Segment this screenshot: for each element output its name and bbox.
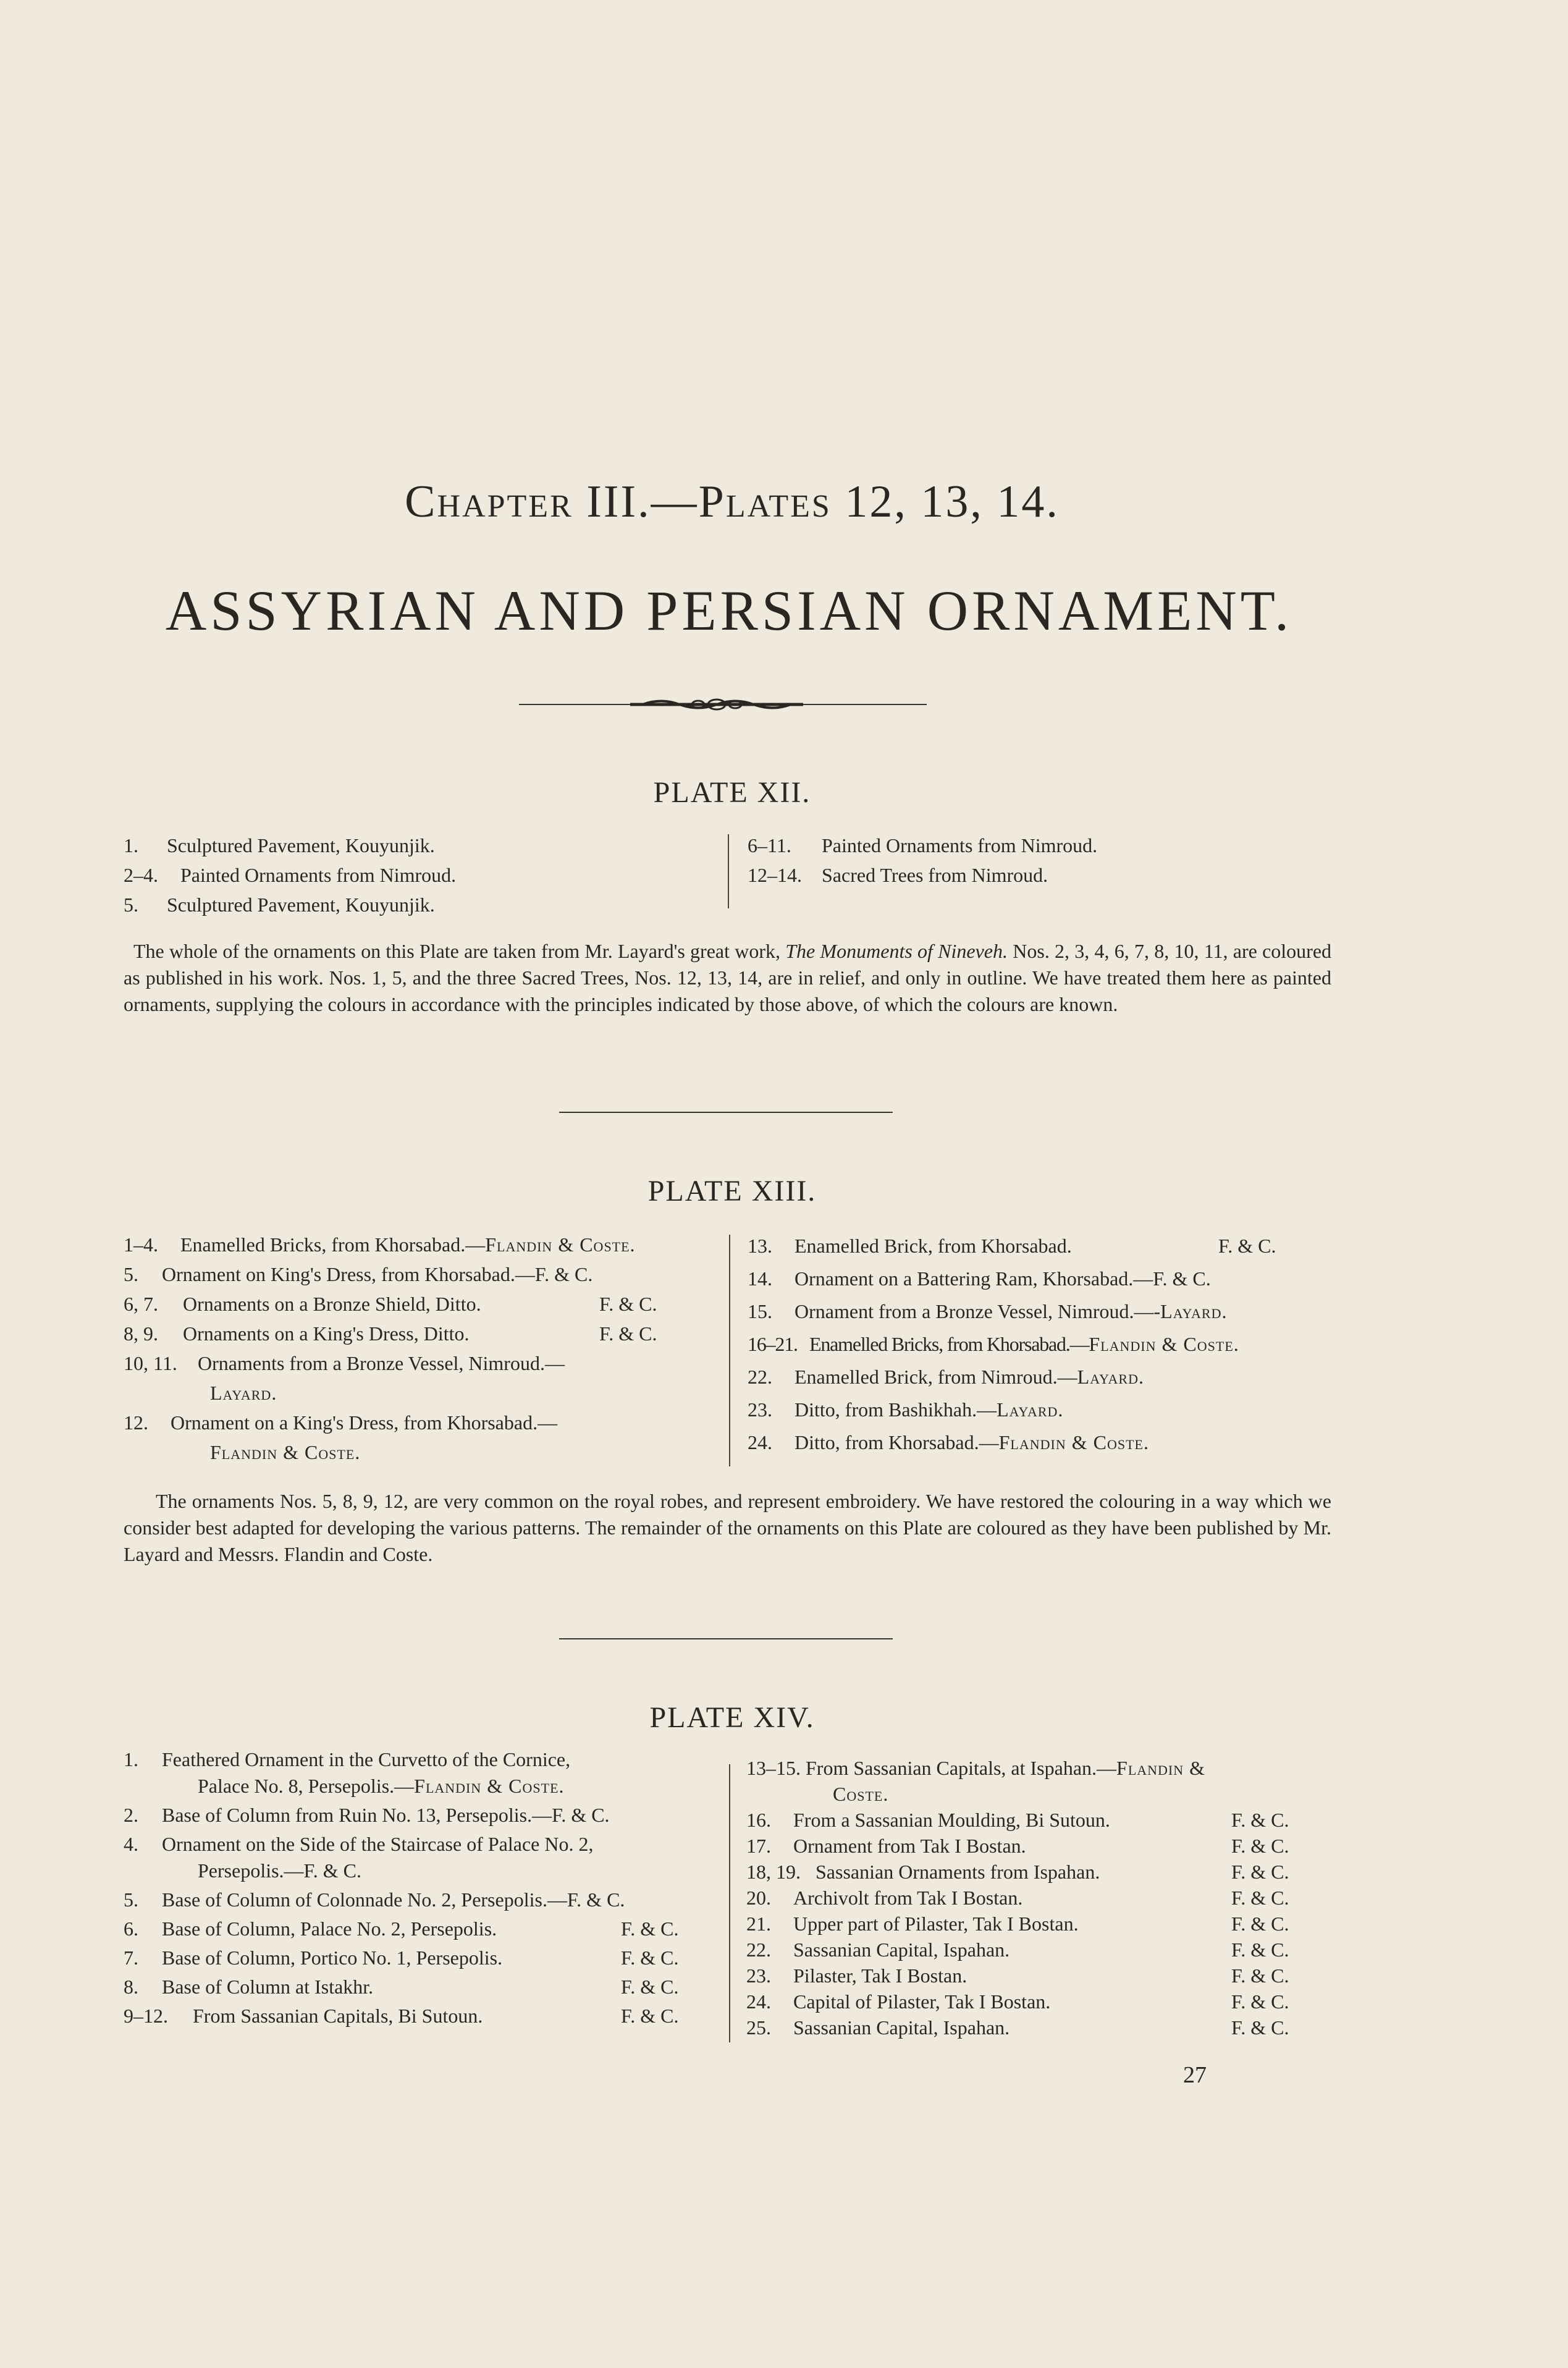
list-item: 1–4. Enamelled Bricks, from Khorsabad.—Flandin & Coste. (124, 1233, 636, 1256)
main-title: ASSYRIAN AND PERSIAN ORNAMENT. (165, 579, 1293, 642)
list-item: 4. Ornament on the Side of the Staircase of Palace No. 2, (124, 1833, 594, 1855)
list-item: 6, 7. Ornaments on a Bronze Shield, Ditto. F. & C. (124, 1293, 657, 1315)
chapter-heading: Chapter III.—Plates 12, 13, 14. (405, 476, 1060, 527)
plate-xiv-heading: PLATE XIV. (649, 1701, 815, 1734)
list-item: 1. Sculptured Pavement, Kouyunjik. (124, 834, 435, 856)
list-item: 16. From a Sassanian Moulding, Bi Sutoun. F. & C. (746, 1809, 1289, 1831)
list-item: 6–11. Painted Ornaments from Nimroud. (748, 834, 1098, 856)
list-item: 12–14. Sacred Trees from Nimroud. (748, 864, 1048, 886)
list-item: 7. Base of Column, Portico No. 1, Persepolis. F. & C. (124, 1947, 679, 1969)
list-item: 15. Ornament from a Bronze Vessel, Nimroud.—-Layard. (748, 1300, 1228, 1322)
section-divider (559, 1638, 893, 1639)
list-item: 18, 19. Sassanian Ornaments from Ispahan. F. & C. (746, 1861, 1289, 1883)
list-item-continuation: Coste. (833, 1783, 889, 1805)
plate-xiv-left-list (124, 1746, 717, 2029)
plate-xiv-right-list (746, 1755, 1364, 2040)
list-item: 13. Enamelled Brick, from Khorsabad. F. & C. (748, 1235, 1276, 1257)
list-item-continuation: Persepolis.—F. & C. (198, 1859, 362, 1882)
list-item: 8. Base of Column at Istakhr. F. & C. (124, 1976, 679, 1998)
list-item: 21. Upper part of Pilaster, Tak I Bostan. F. & C. (746, 1913, 1289, 1935)
column-divider (729, 1764, 730, 2042)
plate-xiii-description: The ornaments Nos. 5, 8, 9, 12, are very common on the royal robes, and represent embroidery. We have restored the colouring in a way which we consider best adapted for developing the various patterns. The remainder of the ornaments on this Plate are coloured as they have been published by Mr. Layard and Messrs. Flandin and Coste. (124, 1490, 1331, 1565)
list-item: 14. Ornament on a Battering Ram, Khorsabad.—F. & C. (748, 1267, 1211, 1290)
list-item: 5. Sculptured Pavement, Kouyunjik. (124, 894, 435, 916)
list-item: 22. Sassanian Capital, Ispahan. F. & C. (746, 1939, 1289, 1961)
list-item-continuation: Layard. (210, 1382, 277, 1404)
page-number: 27 (1183, 2062, 1207, 2088)
list-item: 5. Base of Column of Colonnade No. 2, Persepolis.—F. & C. (124, 1888, 625, 1911)
list-item: 10, 11. Ornaments from a Bronze Vessel, Nimroud.— (124, 1352, 565, 1374)
list-item: 22. Enamelled Brick, from Nimroud.—Layard. (748, 1366, 1144, 1388)
plate-xiii-left-list (124, 1230, 729, 1467)
list-item: 2–4. Painted Ornaments from Nimroud. (124, 864, 457, 886)
list-item: 5. Ornament on King's Dress, from Khorsabad.—F. & C. (124, 1263, 593, 1285)
list-item: 24. Capital of Pilaster, Tak I Bostan. F. & C. (746, 1990, 1289, 2013)
list-item: 17. Ornament from Tak I Bostan. F. & C. (746, 1835, 1289, 1857)
list-item: 6. Base of Column, Palace No. 2, Persepolis. F. & C. (124, 1918, 679, 1940)
column-divider (728, 834, 729, 908)
column-divider (729, 1235, 730, 1466)
list-item: 9–12. From Sassanian Capitals, Bi Sutoun. F. & C. (124, 2005, 679, 2027)
list-item: 16–21. Enamelled Bricks, from Khorsabad.—Flandin & Coste. (748, 1333, 1239, 1355)
list-item: 13–15. From Sassanian Capitals, at Ispahan.—Flandin & (746, 1757, 1206, 1779)
list-item: 2. Base of Column from Ruin No. 13, Persepolis.—F. & C. (124, 1804, 610, 1826)
list-item: 1. Feathered Ornament in the Curvetto of the Cornice, (124, 1748, 571, 1770)
list-item: 24. Ditto, from Khorsabad.—Flandin & Coste. (748, 1431, 1149, 1453)
plate-xiii-heading: PLATE XIII. (647, 1175, 817, 1207)
plate-xiii-right-list (748, 1230, 1365, 1459)
ornamental-divider-icon (519, 695, 927, 714)
plate-xii-description: The whole of the ornaments on this Plate are taken from Mr. Layard's great work, The Monuments of Nineveh. Nos. 2, 3, 4, 6, 7, 8, 10, 11, are coloured as published in his work. Nos. 1, 5, and the three Sacred Trees, Nos. 12, 13, 14, are in relief, and only in outline. We have treated them here as painted ornaments, supplying the colours in accordance with the principles indicated by those above, of which the colours are known. (124, 940, 1332, 1015)
list-item: 23. Ditto, from Bashikhah.—Layard. (748, 1398, 1064, 1421)
plate-xii-heading: PLATE XII. (653, 776, 811, 809)
list-item: 8, 9. Ornaments on a King's Dress, Ditto. F. & C. (124, 1322, 657, 1345)
list-item-continuation: Flandin & Coste. (210, 1441, 361, 1463)
plate-xii-right-list (748, 831, 1304, 890)
plate-xii-left-list (124, 831, 717, 920)
list-item: 12. Ornament on a King's Dress, from Khorsabad.— (124, 1411, 558, 1434)
section-divider (559, 1112, 893, 1113)
list-item-continuation: Palace No. 8, Persepolis.—Flandin & Coste. (198, 1775, 565, 1797)
list-item: 23. Pilaster, Tak I Bostan. F. & C. (746, 1964, 1289, 1987)
list-item: 20. Archivolt from Tak I Bostan. F. & C. (746, 1887, 1289, 1909)
list-item: 25. Sassanian Capital, Ispahan. F. & C. (746, 2016, 1289, 2039)
